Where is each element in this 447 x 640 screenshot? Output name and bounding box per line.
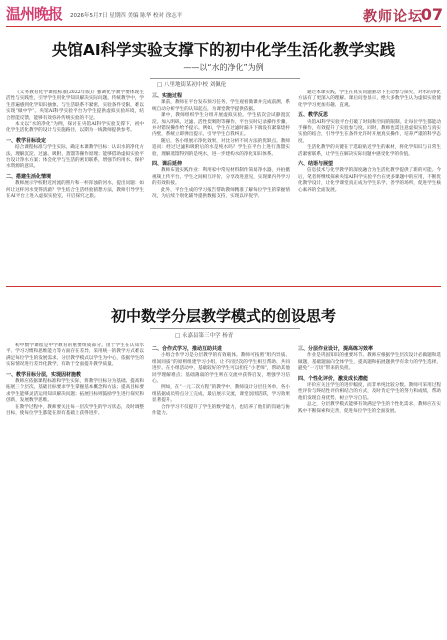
paragraph: 在教学过程中，教师要关注每一层次学生的学习状态，及时调整目标，使每位学生都能在原有基础上获得进步。 bbox=[6, 404, 144, 417]
newspaper-logo: 温州晚报 bbox=[6, 5, 63, 23]
paragraph: 此外，平台生成的学习报告帮助教师精准了解每位学生的掌握情况，为后续个别化辅导提供数据支持，实现以评促学。 bbox=[152, 187, 290, 200]
paragraph: 信息技术与化学教学的深度融合为生活化教学提供了新的可能。今后，笔者将继续探索央馆AI科学实验平台在更多课题中的应用，不断优化教学设计，让化学课堂真正成为学生乐学、善学的场所，促进学生核心素养的全面发展。 bbox=[298, 168, 441, 193]
paragraph: 生活化教学的关键在于选取贴近学生的素材，将化学知识与日常生活紧密联系，让学生在解决实际问题中感受化学的价值。 bbox=[298, 145, 441, 157]
article1-title: 央馆AI科学实验支撑下的初中化学生活化教学实践 bbox=[51, 41, 396, 59]
paragraph: 课中，教师组织学生分组开展虚拟实验。学生依次尝试静置沉淀、加入明矾、过滤、活性炭吸附等操作，平台实时记录操作步骤，并对错误操作给予提示。例如，学生在过滤时漏斗下端没有紧靠烧杯内壁，系统立即弹出提示，引导学生自我纠正。 bbox=[152, 113, 290, 138]
paragraph: 通过本课实践，学生在真实问题驱动下主动参与探究，对水的净化方法有了更深入的理解。课后问卷显示，绝大多数学生认为虚拟实验使化学学习更加有趣、直观。 bbox=[298, 90, 441, 108]
paragraph: 评价应关注学生的进步幅度，而非单纯比较分数。教师可采用过程性评价与终结性评价相结合的方式，及时肯定学生的努力和成绩，帮助他们发现自身优势，树立学习自信。 bbox=[298, 383, 441, 401]
issue-info: 2026年5月7日 星期四 美编 陈华 校对 徐志平 bbox=[70, 13, 183, 19]
article1-subtitle: ——以“水的净化”为例 bbox=[183, 63, 264, 72]
article1-column-2 bbox=[152, 90, 290, 280]
article2-column-3 bbox=[298, 343, 441, 633]
paragraph: 结合课程标准与学生实际，确定本课教学目标：认识水的净化方法，理解沉淀、过滤、吸附、蒸馏等操作原理；能够借助虚拟实验平台设计净水方案；体会化学与生活的密切联系，增强节约用水、保护水资源的意识。 bbox=[6, 145, 144, 170]
article1-byline: □ 八里地街某初中校 刘佩伦 bbox=[157, 82, 227, 88]
paragraph: 例如，在“一元二次方程”的教学中，教师设计分层任务单，各小组依据成员特点分工完成，最后展示交流，课堂氛围活跃，学习效果显著提升。 bbox=[152, 385, 290, 404]
section-title: 教师论坛 bbox=[363, 9, 423, 25]
article2-column-2 bbox=[152, 343, 290, 633]
article2-byline-rule bbox=[150, 328, 300, 329]
page-number: 07 bbox=[420, 5, 443, 24]
article2-title: 初中数学分层教学模式的创设思考 bbox=[110, 307, 336, 325]
section-heading: 一、教学目标分层，实现因材施教 bbox=[6, 371, 82, 378]
paragraph: 教师应依据课程标准和学生实际，将教学目标分为基础、提高和拓展三个层次。基础目标要求学生掌握基本概念和方法；提高目标要求学生能够灵活运用知识解决问题；拓展目标则鼓励学生进行探究和创新，发展数学思维。 bbox=[6, 379, 144, 404]
masthead bbox=[0, 0, 447, 26]
section-heading: 三、分层作业设计，提高练习效率 bbox=[298, 346, 374, 352]
masthead-rule bbox=[6, 26, 441, 27]
article1-column-1 bbox=[6, 90, 144, 280]
paragraph: 随后，各小组展示净化效果，对比分析不同方法的优缺点。教师追问：经过过滤和吸附后的水是纯水吗？学生在平台上进行蒸馏实验，理解蒸馏得到的是纯水，进一步建构水的净化知识体系。 bbox=[152, 138, 290, 157]
paragraph: 课前，教师在平台发布预习任务，学生观看微课并完成前测，系统自动分析学生的认知起点，为课堂教学提供依据。 bbox=[152, 100, 290, 112]
section-heading: 一、教学目标设定 bbox=[6, 137, 47, 144]
section-heading: 二、搭建生活化情境 bbox=[6, 173, 52, 180]
article1-byline-rule bbox=[150, 78, 300, 79]
paragraph: 作业是巩固知识的重要环节。教师应根据学生层次设计必做题和选做题，基础题面向全体学生，提高题和拓展题供学有余力的学生选择，避免“一刀切”带来的负担。 bbox=[298, 353, 441, 372]
paragraph: 《义务教育化学课程标准(2022年版)》强调化学教学要体现生活性与实践性，引导学生用化学知识解决实际问题。传统教学中，学生普遍感到化学知识抽象、与生活联系不紧密，实验条件受限，难以实现“做中学”。央馆AI科学实验平台为学生提供虚拟实验环境，结合智能反馈，能够有效弥补传统实验的不足。 bbox=[6, 90, 144, 121]
article-divider bbox=[6, 286, 441, 287]
paragraph: 央馆AI科学实验平台打破了时间和空间的限制，让每位学生都能动手操作，有效提升了实验参与度。同时，教师也需注意虚拟实验与真实实验的结合，引导学生在条件允许时开展真实操作，培养严谨的科学态度。 bbox=[298, 119, 441, 144]
section-heading: 六、结语与展望 bbox=[298, 161, 334, 168]
paragraph: 教师布置实践作业：利用家中常见材料制作简易净水器，并拍摄视频上传平台。学生之间相互评价，分享改进意见，实现课内外学习的有效衔接。 bbox=[152, 168, 290, 187]
section-heading: 四、课后延伸 bbox=[152, 161, 183, 168]
paragraph: 本文以“水的净化”为例，探讨在央馆AI科学实验支撑下，初中化学生活化教学的设计与实施路径，以期为一线教师提供参考。 bbox=[6, 122, 144, 134]
article1-column-3 bbox=[298, 90, 441, 280]
article2-byline: □ 永嘉县第三中学 杨青 bbox=[175, 333, 234, 339]
paragraph: 初中数学课程是中学教育的重要组成部分。由于学生在认知水平、学习习惯和思维能力等方面存在差异，采用统一的教学方式难以满足每位学生的发展需求。分层教学模式以学生为中心，依据学生的实际情况进行差异化教学，有助于全面提升教学质量。 bbox=[6, 343, 144, 368]
section-heading: 二、合作式学习，推动互助共进 bbox=[152, 346, 223, 352]
paragraph: 教师展示学校附近河流的照片和一杯浑浊的河水，提出问题：如何让这杯河水变得清澈？学生结合生活经验猜想方法，教师引导学生在AI平台上进入虚拟实验室，开启探究之旅。 bbox=[6, 181, 144, 200]
section-heading: 三、实施过程 bbox=[152, 93, 183, 99]
section-heading: 四、个性化评价，激发成长潜能 bbox=[298, 375, 369, 382]
section-heading: 五、教学反思 bbox=[298, 112, 329, 119]
article2-column-1 bbox=[6, 343, 144, 633]
paragraph: 总之，分层教学模式能够有效满足学生的个性化需求，教师应在实践中不断探索和完善，促进每位学生的全面发展。 bbox=[298, 402, 441, 414]
paragraph: 小组合作学习是分层教学的有效载体。教师可按照“组内异质、组间同质”的原则组建学习小组，让不同层次的学生相互帮助、共同进步。在小组活动中，基础较好的学生可以担任“小老师”，帮助其他同学理解难点；基础薄弱的学生则在交流中获得启发，增强学习信心。 bbox=[152, 353, 290, 385]
paragraph: 合作学习不仅提升了学生的数学能力，也培养了他们的沟通与协作能力。 bbox=[152, 404, 290, 417]
